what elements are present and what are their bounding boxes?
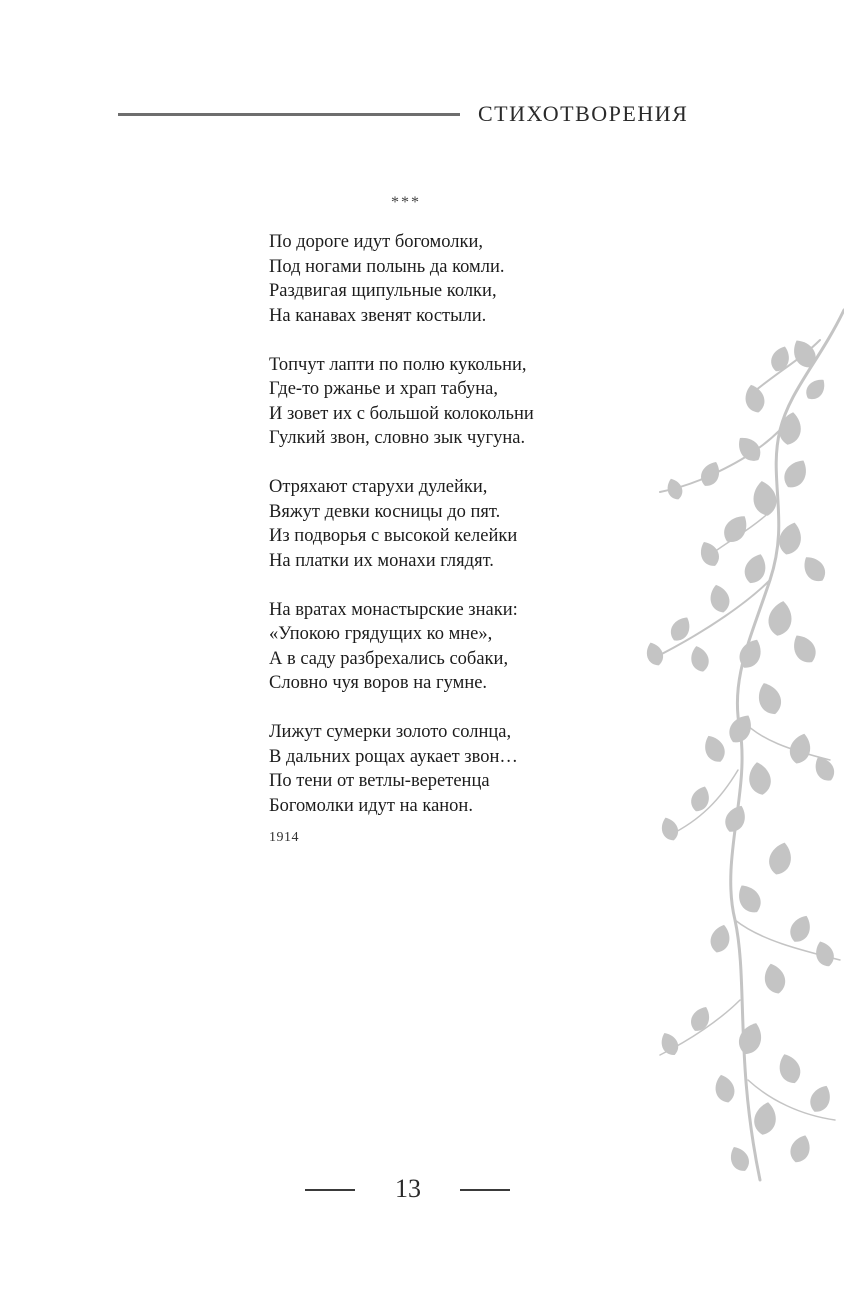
- birch-leaf: [775, 1051, 804, 1087]
- poem-line: А в саду разбрехались собаки,: [269, 648, 509, 669]
- birch-leaf: [688, 784, 713, 815]
- poem-line: Отряхают старухи дулейки,: [269, 477, 488, 497]
- stanza: [269, 353, 649, 451]
- birch-leaf: [707, 583, 732, 615]
- poem-line: По дороге идут богомолки,: [269, 232, 483, 252]
- poem-line: И зовет их с большой колокольни: [269, 403, 534, 424]
- poem-marker: ***: [391, 194, 421, 211]
- birch-leaf: [787, 1132, 814, 1165]
- birch-leaf: [735, 1019, 766, 1057]
- stanza: [269, 475, 649, 573]
- birch-leaf: [726, 1143, 753, 1174]
- birch-leaf: [687, 1003, 714, 1034]
- birch-leaf: [746, 760, 773, 796]
- poem-line: Богомолки идут на канон.: [269, 795, 473, 816]
- birch-leaf: [777, 410, 804, 446]
- birch-leaf: [643, 640, 666, 668]
- stanza: [269, 230, 649, 328]
- poem-line: Под ногами полынь да комли.: [269, 256, 505, 277]
- birch-leaf: [733, 880, 766, 917]
- birch-leaf: [741, 551, 770, 587]
- header-rule: [118, 113, 460, 116]
- poem-line: В дальних рощах аукает звон…: [269, 746, 518, 767]
- birch-leaf: [788, 335, 821, 372]
- birch-leaf: [664, 476, 685, 502]
- birch-leaf: [786, 912, 815, 946]
- birch-leaf: [750, 479, 779, 518]
- stanza: [269, 598, 649, 696]
- birch-branch-illustration: [640, 300, 844, 1200]
- folio-rule-right: [460, 1189, 510, 1191]
- birch-leaf: [766, 840, 795, 877]
- birch-leaf: [766, 599, 795, 638]
- birch-leaf: [787, 731, 814, 766]
- birch-leaf: [667, 613, 695, 644]
- birch-leaf: [768, 344, 793, 375]
- birch-leaf: [754, 679, 785, 717]
- poem-line: На вратах монастырские знаки:: [269, 599, 518, 620]
- poem-line: Словно чуя воров на гумне.: [269, 673, 488, 693]
- poem-line: Лижут сумерки золото солнца,: [269, 722, 512, 742]
- poem-line: На платки их монахи глядят.: [269, 550, 494, 571]
- birch-leaf: [712, 1073, 737, 1105]
- birch-leaf: [700, 732, 729, 766]
- folio-rule-left: [305, 1189, 355, 1191]
- birch-leaf: [806, 1082, 835, 1116]
- poem-line: Из подворья с высокой келейки: [269, 526, 518, 546]
- birch-leaf: [802, 375, 830, 404]
- poem-year: 1914: [269, 830, 299, 845]
- stanza: [269, 720, 649, 818]
- birch-leaf: [761, 961, 788, 996]
- poem-line: Раздвигая щипульные колки,: [269, 281, 497, 301]
- poem-line: По тени от ветлы-веретенца: [269, 771, 490, 791]
- birch-leaf: [697, 458, 724, 489]
- running-head: СТИХОТВОРЕНИЯ: [478, 101, 689, 126]
- birch-leaf: [742, 383, 767, 415]
- birch-leaf: [798, 552, 830, 586]
- birch-leaf: [752, 1100, 779, 1136]
- poem-line: Топчут лапти по полю кукольни,: [269, 354, 527, 375]
- poem-line: Гулкий звон, словно зык чугуна.: [269, 428, 526, 448]
- birch-leaf: [688, 644, 711, 674]
- birch-leaf: [708, 923, 733, 955]
- poem-line: На канавах звенят костыли.: [269, 305, 487, 326]
- poem-line: «Упокою грядущих ко мне»,: [269, 624, 493, 644]
- birch-leaf: [788, 630, 821, 667]
- birch-leaf: [696, 538, 723, 569]
- poem-line: Где-то ржанье и храп табуна,: [269, 379, 498, 399]
- birch-leaf: [779, 455, 812, 492]
- birch-leaf: [721, 802, 750, 836]
- poem-body: [269, 230, 649, 843]
- birch-leaf: [658, 815, 681, 843]
- poem-line: Вяжут девки косницы до пят.: [269, 501, 501, 522]
- page-number: 13: [395, 1174, 421, 1203]
